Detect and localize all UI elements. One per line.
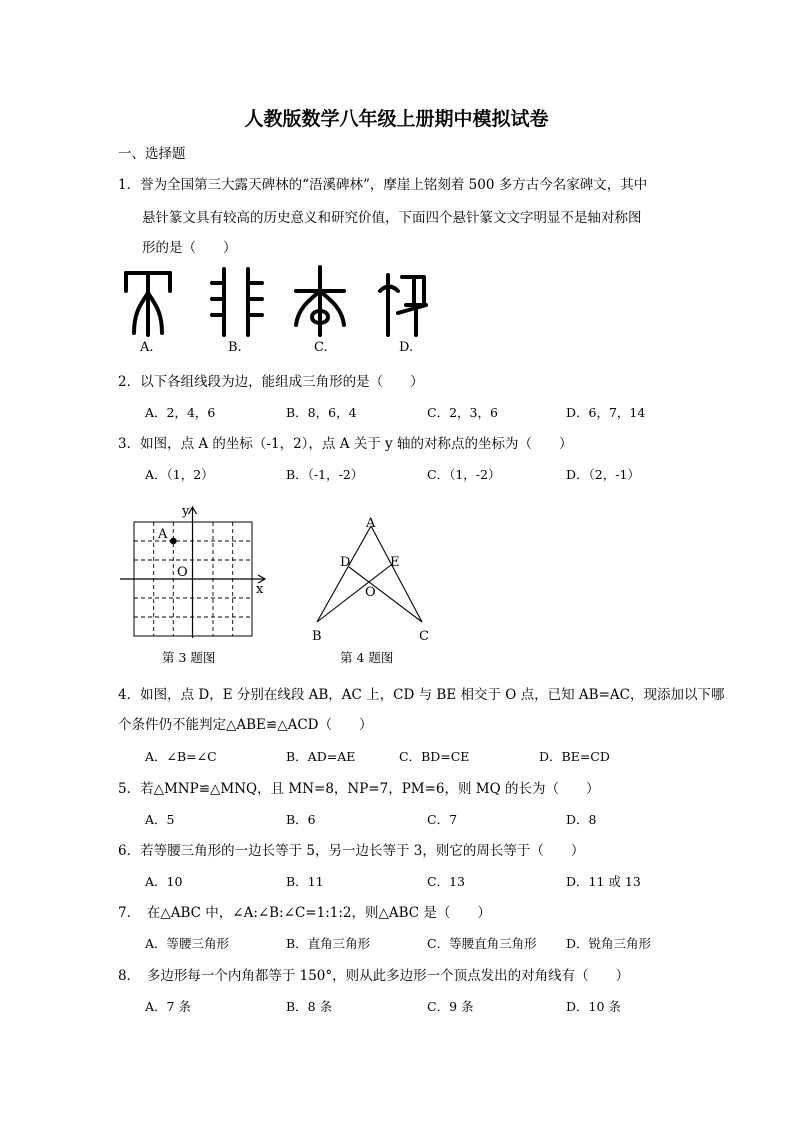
fig4-a-label: A xyxy=(366,516,376,531)
q8-option-d: D．10 条 xyxy=(566,999,621,1014)
q1-label-b: B. xyxy=(228,340,242,355)
q5-text: 5．若△MNP≌△MNQ，且 MN=8，NP=7，PM=6，则 MQ 的长为（ ） xyxy=(118,781,600,797)
page-title: 人教版数学八年级上册期中模拟试卷 xyxy=(244,108,549,130)
q1-label-d: D. xyxy=(399,340,414,355)
figure-3-coordinate-grid xyxy=(112,500,272,670)
q1-label-c: C. xyxy=(314,340,328,355)
q1-line2: 悬针篆文具有较高的历史意义和研究价值，下面四个悬针篆文文字明显不是轴对称图 xyxy=(142,210,642,226)
q7-option-d: D．锐角三角形 xyxy=(566,936,652,951)
q4-line2: 个条件仍不能判定△ABE≌△ACD（ ） xyxy=(118,717,373,733)
q1-line3: 形的是（ ） xyxy=(142,240,237,256)
seal-script-glyphs xyxy=(118,265,438,360)
q6-text: 6．若等腰三角形的一边长等于 5，另一边长等于 3，则它的周长等于（ ） xyxy=(118,843,585,859)
q7-option-c: C．等腰直角三角形 xyxy=(427,936,537,951)
q7-text: 7． 在△ABC 中，∠A:∠B:∠C=1:1:2，则△ABC 是（ ） xyxy=(118,905,491,921)
q2-text: 2．以下各组线段为边，能组成三角形的是（ ） xyxy=(118,374,424,390)
fig4-c-label: C xyxy=(419,629,429,644)
q5-option-a: A．5 xyxy=(145,812,175,827)
fig4-e-label: E xyxy=(390,555,400,570)
fig4-d-label: D xyxy=(340,555,351,570)
point-a-marker xyxy=(170,538,177,545)
seal-glyph-a-icon xyxy=(126,273,170,335)
q8-option-a: A．7 条 xyxy=(145,999,191,1014)
q6-option-b: B．11 xyxy=(286,874,324,889)
q3-text: 3．如图，点 A 的坐标（-1，2），点 A 关于 y 轴的对称点的坐标为（ ） xyxy=(118,436,573,452)
fig4-b-label: B xyxy=(312,629,322,644)
q3-option-d: D．（2，-1） xyxy=(566,467,640,482)
q5-option-d: D．8 xyxy=(566,812,597,827)
seal-glyph-b-icon xyxy=(212,269,262,335)
q2-option-d: D．6，7，14 xyxy=(566,405,646,420)
q2-option-c: C．2，3，6 xyxy=(427,405,498,420)
q1-line1: 1．誉为全国第三大露天碑林的“浯溪碑林”，摩崖上铭刻着 500 多方古今名家碑文，其中 xyxy=(118,177,648,193)
fig3-o-label: O xyxy=(177,565,188,580)
q3-option-a: A．（1，2） xyxy=(145,467,214,482)
q4-option-b: B．AD=AE xyxy=(286,749,356,764)
q4-option-d: D．BE=CD xyxy=(539,749,610,764)
q6-option-c: C．13 xyxy=(427,874,465,889)
q5-option-c: C．7 xyxy=(427,812,458,827)
seal-glyph-c-icon xyxy=(296,267,344,335)
q6-option-a: A．10 xyxy=(145,874,183,889)
q7-option-b: B．直角三角形 xyxy=(286,936,371,951)
seal-glyph-d-icon xyxy=(380,275,426,335)
q4-option-a: A．∠B=∠C xyxy=(145,749,217,764)
fig3-y-label: y xyxy=(182,504,190,519)
q6-option-d: D．11 或 13 xyxy=(566,874,641,889)
q8-text: 8． 多边形每一个内角都等于 150°，则从此多边形一个顶点发出的对角线有（ ） xyxy=(118,968,630,984)
q2-option-a: A．2，4，6 xyxy=(145,405,216,420)
section-heading: 一、选择题 xyxy=(118,146,186,162)
q8-option-b: B．8 条 xyxy=(286,999,333,1014)
q3-option-b: B．（-1，-2） xyxy=(286,467,364,482)
fig3-caption: 第 3 题图 xyxy=(162,650,216,665)
fig3-x-label: x xyxy=(256,582,264,597)
q7-option-a: A．等腰三角形 xyxy=(145,936,230,951)
q3-option-c: C．（1，-2） xyxy=(427,467,501,482)
figure-4-triangle xyxy=(300,510,450,670)
q4-line1: 4．如图，点 D，E 分别在线段 AB，AC 上，CD 与 BE 相交于 O 点，已知 AB=AC，现添加以下哪 xyxy=(118,687,725,703)
q5-option-b: B．6 xyxy=(286,812,316,827)
q8-option-c: C．9 条 xyxy=(427,999,474,1014)
q2-option-b: B．8，6，4 xyxy=(286,405,357,420)
fig3-a-label: A xyxy=(158,527,168,542)
fig4-caption: 第 4 题图 xyxy=(340,650,394,665)
q4-option-c: C．BD=CE xyxy=(399,749,470,764)
fig4-o-label: O xyxy=(365,585,376,600)
q1-label-a: A. xyxy=(140,340,154,355)
